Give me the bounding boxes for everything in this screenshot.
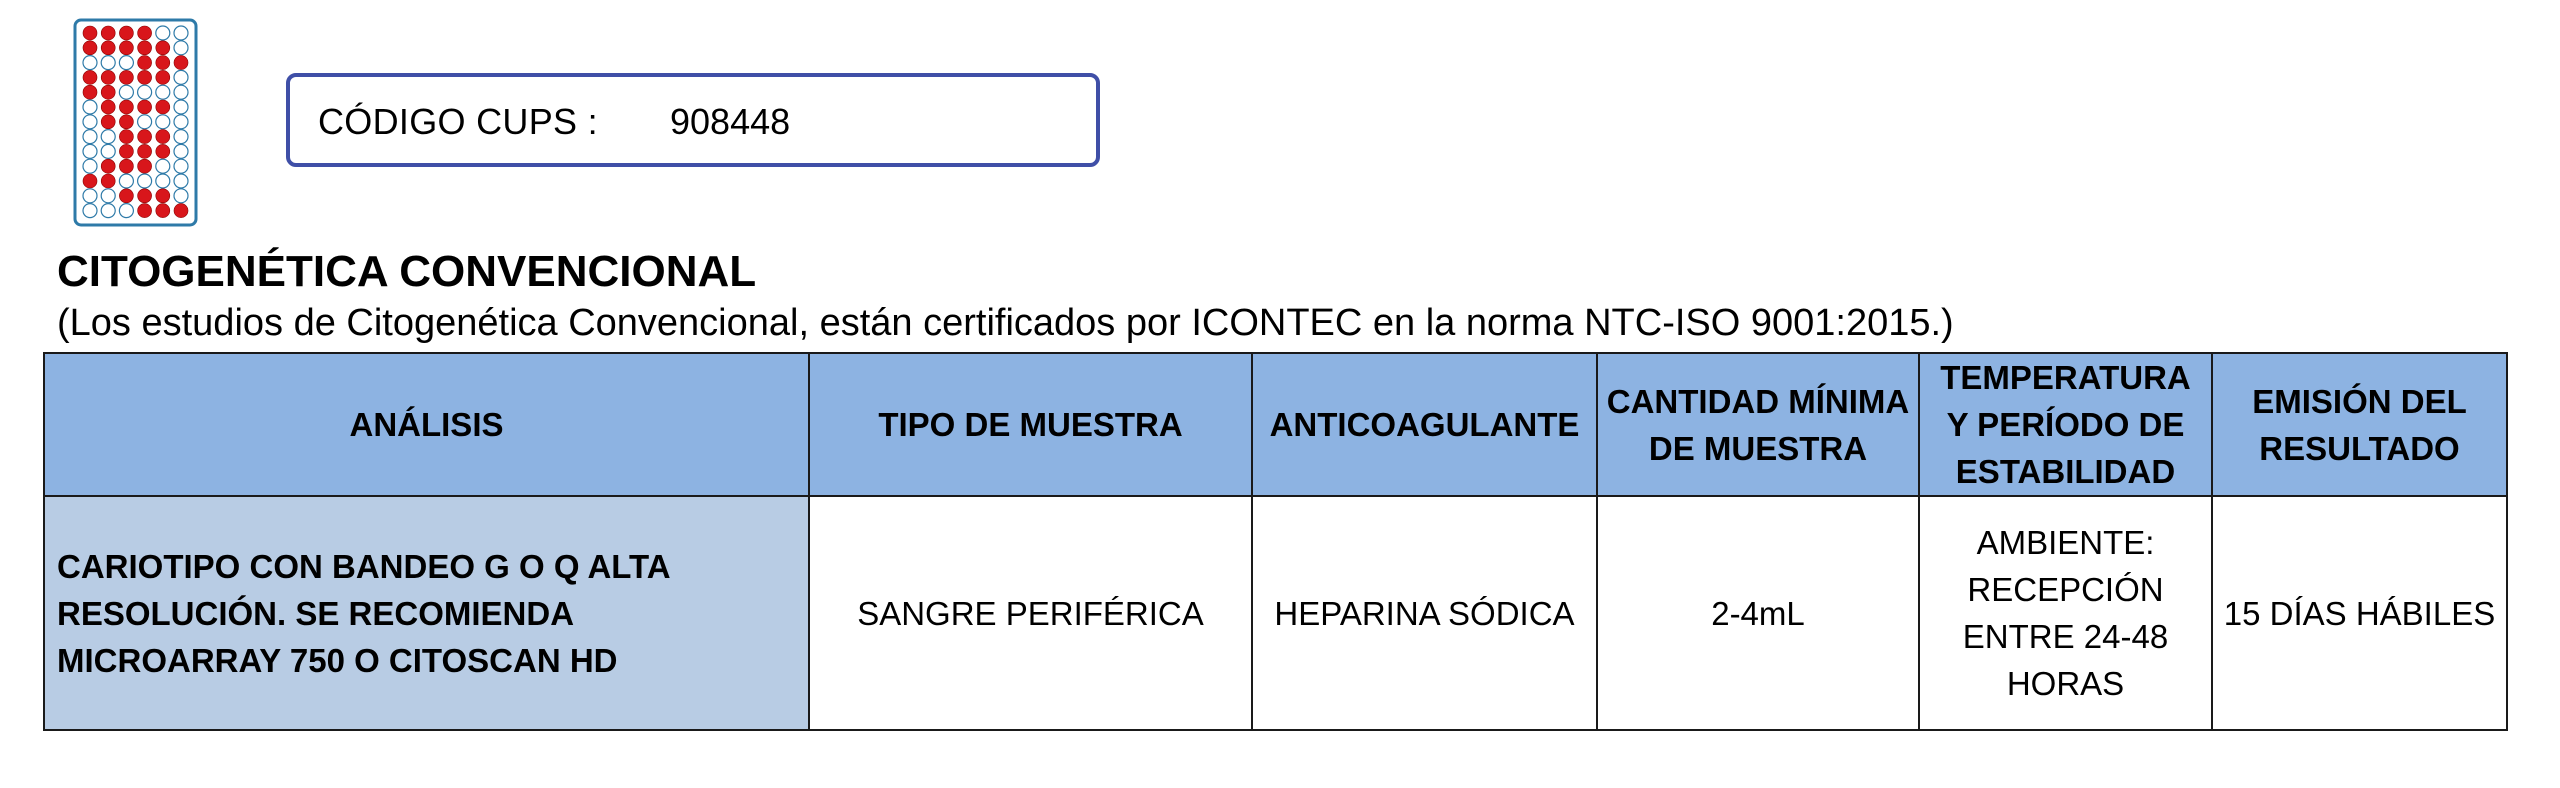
cell-emision: 15 DÍAS HÁBILES [2212,496,2507,730]
dot-matrix-logo-icon [73,18,198,227]
logo-dot [138,70,152,84]
logo-dot [101,159,115,173]
logo-dot [156,26,170,40]
logo-dot [101,100,115,114]
logo-dot [174,144,188,158]
cell-cantidad-minima: 2-4mL [1597,496,1919,730]
logo-dot [119,204,133,218]
cell-anticoagulante: HEPARINA SÓDICA [1252,496,1597,730]
logo-dot [174,204,188,218]
logo-dot [138,26,152,40]
logo-dot [156,41,170,55]
lab-test-table [43,352,2508,731]
cell-analisis: CARIOTIPO CON BANDEO G O Q ALTA RESOLUCIÓN. SE RECOMIENDA MICROARRAY 750 O CITOSCAN HD [44,496,809,730]
logo-dot [83,85,97,99]
cups-code-box [286,73,1100,167]
logo-dot [156,85,170,99]
logo-dot [101,85,115,99]
table-row [44,496,2507,730]
logo-dot [156,115,170,129]
logo-dot [174,56,188,70]
cell-tipo-muestra: SANGRE PERIFÉRICA [809,496,1252,730]
logo-dot [119,144,133,158]
logo-dot [101,56,115,70]
logo-dot [174,130,188,144]
logo-dot [101,70,115,84]
logo-dot [83,130,97,144]
section-title: CITOGENÉTICA CONVENCIONAL [57,247,757,296]
logo-dot [174,85,188,99]
logo-dot [156,130,170,144]
logo-dot [138,85,152,99]
logo-dot [119,189,133,203]
logo-dot [138,100,152,114]
logo-dot [138,56,152,70]
cups-code-value: 908448 [670,101,791,142]
logo-dot [138,41,152,55]
logo-dot [156,204,170,218]
logo-dot [174,70,188,84]
section-note: (Los estudios de Citogenética Convencional, están certificados por ICONTEC en la norma NTC-ISO 9001:2015.) [57,302,1954,344]
header-analisis: ANÁLISIS [44,353,809,496]
cell-temperatura: AMBIENTE: RECEPCIÓN ENTRE 24-48 HORAS [1919,496,2212,730]
logo-dot [138,115,152,129]
logo-dot [174,100,188,114]
header-cantidad-minima: CANTIDAD MÍNIMA DE MUESTRA [1597,353,1919,496]
logo-dot [138,204,152,218]
logo-dot [119,56,133,70]
logo-dot [119,85,133,99]
logo-dot [119,174,133,188]
logo-dot [101,144,115,158]
logo-dot [101,204,115,218]
logo-dot [119,130,133,144]
cups-label: CÓDIGO CUPS : [318,101,598,142]
logo-dot [138,189,152,203]
logo-dot [156,159,170,173]
logo-dot [138,159,152,173]
logo-dot [101,130,115,144]
logo-dot [174,26,188,40]
logo-dot [174,159,188,173]
logo-dot [119,41,133,55]
logo-dot [119,70,133,84]
logo-dot [119,159,133,173]
logo-dot [83,144,97,158]
logo-dot [101,41,115,55]
header-anticoagulante: ANTICOAGULANTE [1252,353,1597,496]
logo-dot [83,115,97,129]
logo-dot [83,100,97,114]
logo-dot [101,115,115,129]
logo-dot [83,70,97,84]
logo-dot [156,70,170,84]
header-temperatura: TEMPERATURA Y PERÍODO DE ESTABILIDAD [1919,353,2212,496]
logo-dot [83,174,97,188]
logo-dot [83,26,97,40]
logo-dot [138,174,152,188]
logo-dot [119,26,133,40]
header-tipo-muestra: TIPO DE MUESTRA [809,353,1252,496]
logo-dot [156,100,170,114]
logo-dot [101,189,115,203]
logo-dot [101,174,115,188]
logo-dot [174,115,188,129]
logo-dot [83,159,97,173]
logo-dot [83,41,97,55]
logo-dot [101,26,115,40]
logo-dot [138,130,152,144]
logo-dot [156,144,170,158]
logo-dot [138,144,152,158]
header-emision: EMISIÓN DEL RESULTADO [2212,353,2507,496]
logo-dot [156,189,170,203]
logo-dot [174,174,188,188]
logo-dot [83,56,97,70]
logo-dot [119,115,133,129]
logo-dot [174,189,188,203]
logo-dot [174,41,188,55]
logo-dot [119,100,133,114]
logo-dot [156,174,170,188]
logo-dot [83,189,97,203]
logo-dot [156,56,170,70]
logo-dot [83,204,97,218]
table-header-row [44,353,2507,496]
